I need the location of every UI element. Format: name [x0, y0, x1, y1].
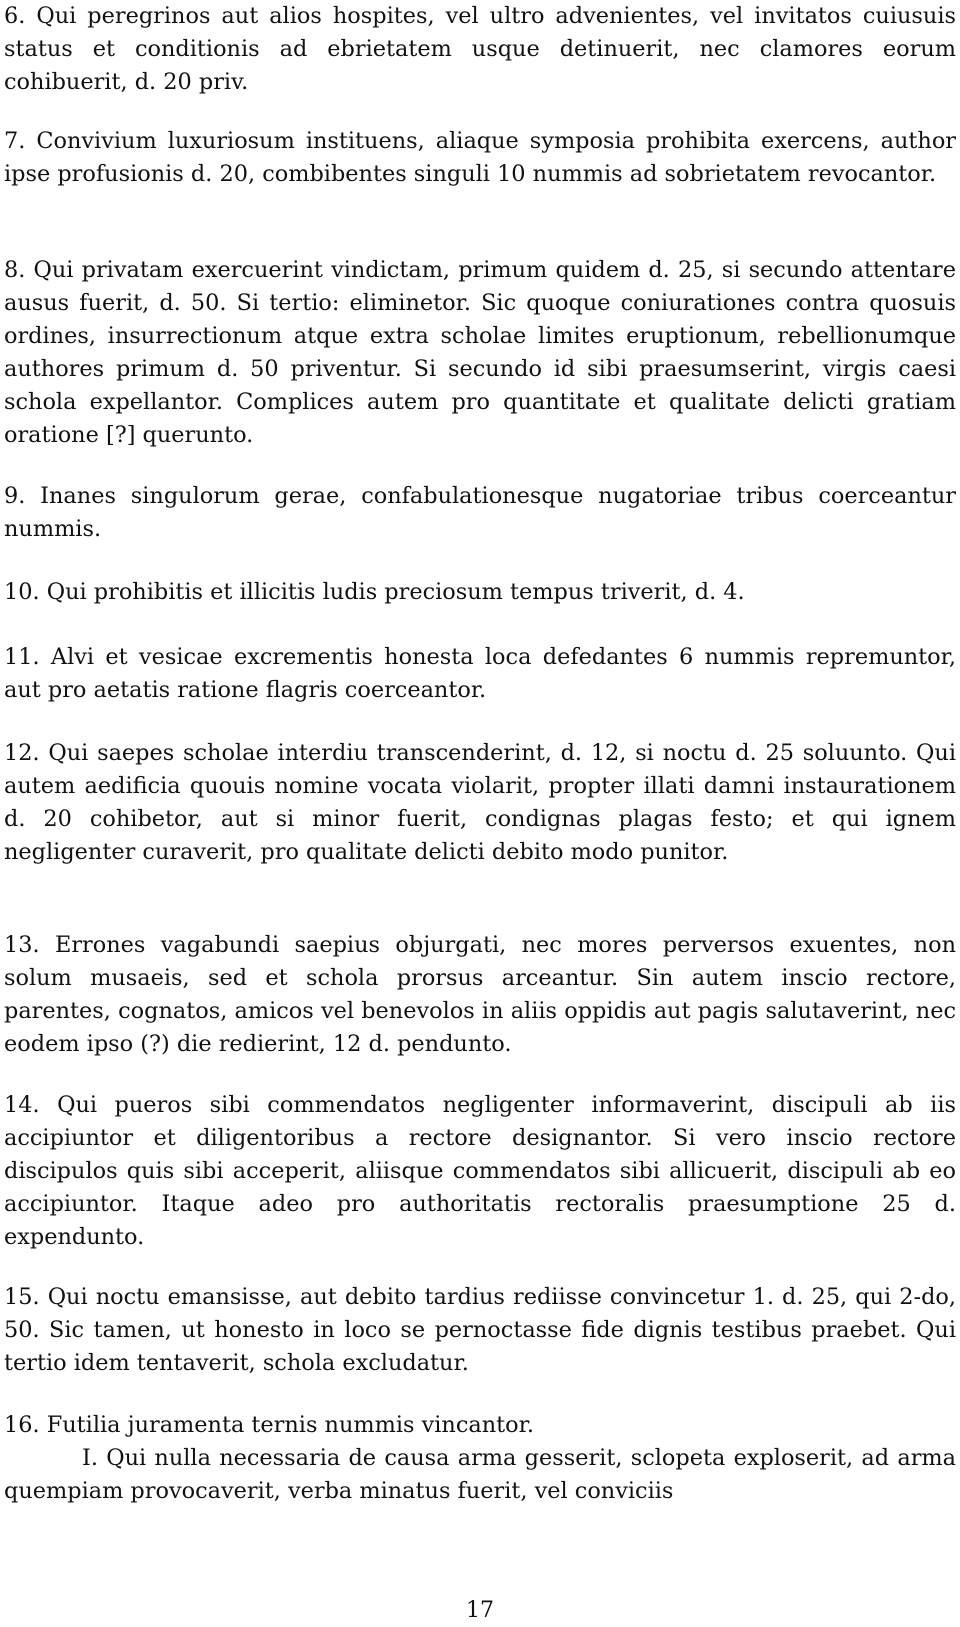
paragraph-rule-13: 13. Errones vagabundi saepius objurgati, nec mores perversos exuentes, non solum musaeis, sed et schola prorsus arceantur. Sin autem inscio rectore, parentes, cognatos, amicos vel benevolos in aliis oppidis aut pagis salutaverint, nec eodem ipso (?) die redierint, 12 d. pendunto. [4, 932, 956, 1057]
paragraph-rule-10: 10. Qui prohibitis et illicitis ludis preciosum tempus triverit, d. 4. [4, 579, 745, 605]
paragraph-rule-7: 7. Convivium luxuriosum instituens, aliaque symposia prohibita exercens, author ipse profusionis d. 20, combibentes singuli 10 nummis ad sobrietatem revocantor. [4, 128, 956, 187]
paragraph-rule-15: 15. Qui noctu emansisse, aut debito tardius rediisse convincetur 1. d. 25, qui 2-do, 50. Sic tamen, ut honesto in loco se pernoctasse fide dignis testibus praebet. Qui tertio idem tentaverit, schola excludatur. [4, 1284, 956, 1376]
paragraph-rule-11: 11. Alvi et vesicae excrementis honesta loca defedantes 6 nummis repremuntor, aut pro aetatis ratione flagris coerceantor. [4, 644, 956, 703]
paragraph-rule-6: 6. Qui peregrinos aut alios hospites, vel ultro advenientes, vel invitatos cuiusuis status et conditionis ad ebrietatem usque detinuerit, nec clamores eorum cohibuerit, d. 20 priv. [4, 3, 956, 95]
paragraph-rule-14: 14. Qui pueros sibi commendatos negligenter informaverint, discipuli ab iis accipiuntor et diligentoribus a rectore designantor. Si vero inscio rectore discipulos quis sibi acceperit, aliisque commendatos sibi allicuerit, discipuli ab eo accipiuntor. Itaque adeo pro authoritatis rectoralis praesumptione 25 d. expendunto. [4, 1092, 956, 1250]
paragraph-subrule-I: I. Qui nulla necessaria de causa arma gesserit, sclopeta exploserit, ad arma quempiam provocaverit, verba minatus fuerit, vel conviciis [4, 1445, 956, 1504]
paragraph-rule-8: 8. Qui privatam exercuerint vindictam, primum quidem d. 25, si secundo attentare ausus fuerit, d. 50. Si tertio: eliminetor. Sic quoque coniurationes contra quosuis ordines, insurrectionum atque extra scholae limites eruptionum, rebellionumque authores primum d. 50 priventur. Si secundo id sibi praesumserint, virgis caesi schola expellantor. Complices autem pro quantitate et qualitate delicti gratiam oratione [?] querunto. [4, 257, 956, 448]
document-page [4, 0, 956, 1627]
page-number: 17 [466, 1598, 494, 1623]
paragraph-rule-16: 16. Futilia juramenta ternis nummis vincantor. [4, 1412, 535, 1438]
paragraph-rule-12: 12. Qui saepes scholae interdiu transcenderint, d. 12, si noctu d. 25 soluunto. Qui autem aedificia quouis nomine vocata violarit, propter illati damni instaurationem d. 20 cohibetor, aut si minor fuerit, condignas plagas festo; et qui ignem negligenter curaverit, pro qualitate delicti debito modo punitor. [4, 740, 956, 865]
paragraph-rule-9: 9. Inanes singulorum gerae, confabulationesque nugatoriae tribus coerceantur nummis. [4, 483, 956, 542]
